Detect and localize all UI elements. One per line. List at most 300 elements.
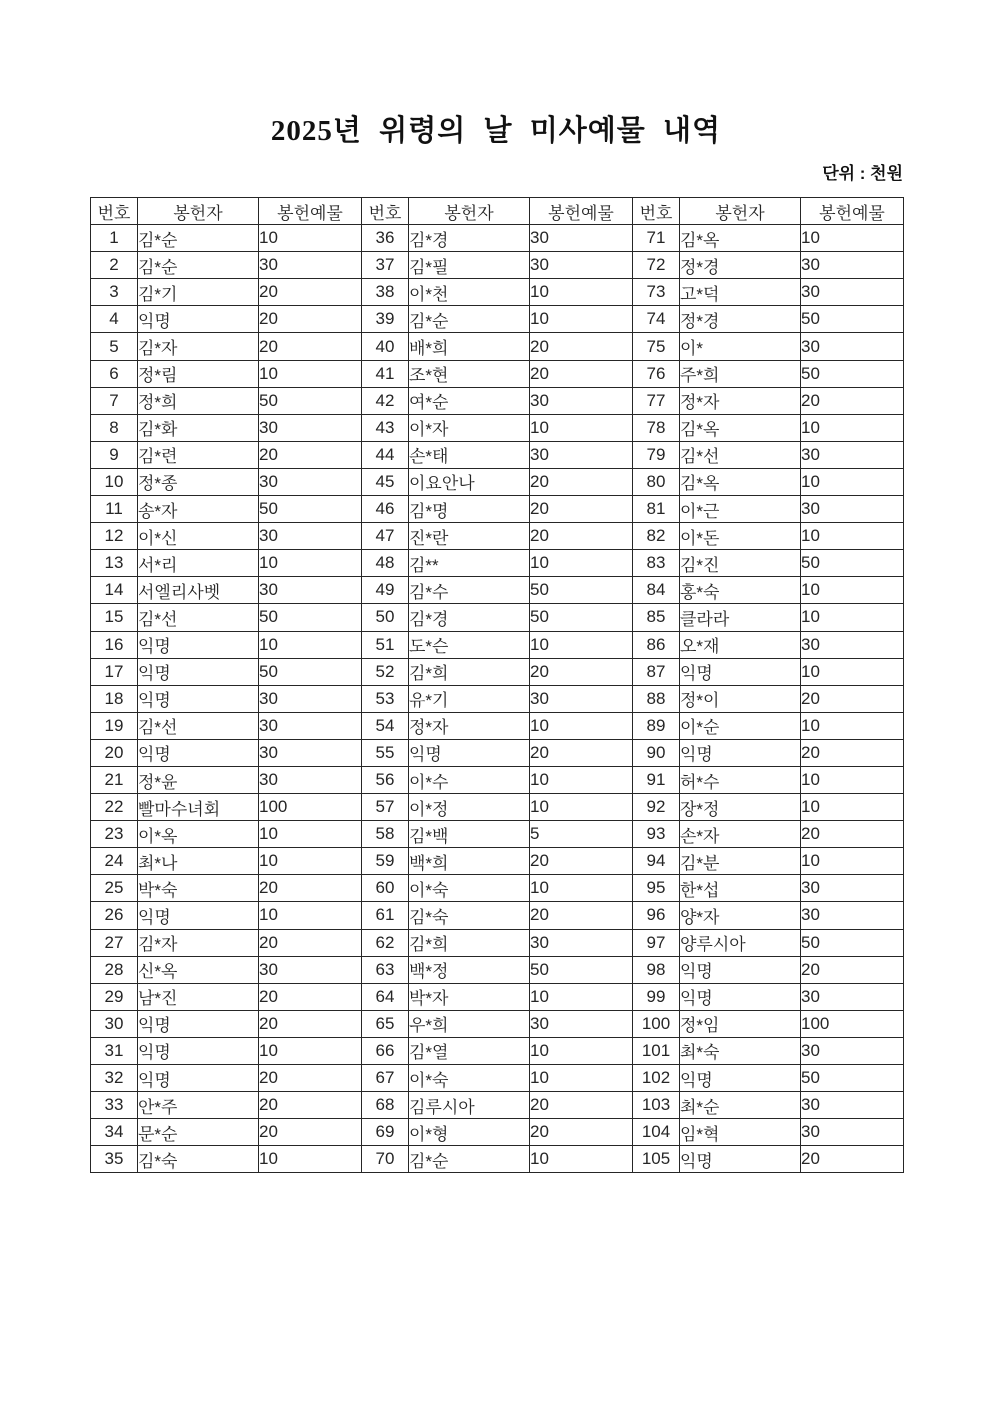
donor-name-cell: 김*련 [138, 441, 259, 468]
row-number-cell: 91 [633, 766, 680, 793]
table-row [91, 766, 904, 793]
offering-amount-cell: 20 [259, 1092, 362, 1119]
offering-amount-cell: 20 [801, 387, 904, 414]
offering-amount-cell: 30 [259, 468, 362, 495]
table-row [91, 712, 904, 739]
offering-amount-cell: 20 [259, 279, 362, 306]
donor-name-cell: 오*재 [680, 631, 801, 658]
table-row [91, 604, 904, 631]
offering-amount-cell: 20 [801, 739, 904, 766]
row-number-cell: 25 [91, 875, 138, 902]
row-number-cell: 20 [91, 739, 138, 766]
offering-amount-cell: 20 [530, 523, 633, 550]
row-number-cell: 55 [362, 739, 409, 766]
donor-name-cell: 우*희 [409, 1010, 530, 1037]
offering-amount-cell: 50 [259, 387, 362, 414]
row-number-cell: 56 [362, 766, 409, 793]
donor-name-cell: 익명 [138, 1037, 259, 1064]
offering-amount-cell: 20 [259, 333, 362, 360]
donor-name-cell: 이요안나 [409, 468, 530, 495]
donor-name-cell: 정*윤 [138, 766, 259, 793]
donor-name-cell: 익명 [409, 739, 530, 766]
offering-amount-cell: 30 [530, 441, 633, 468]
row-number-cell: 52 [362, 658, 409, 685]
row-number-cell: 13 [91, 550, 138, 577]
offering-amount-cell: 30 [801, 441, 904, 468]
column-header-donor: 봉헌자 [680, 198, 801, 225]
offering-amount-cell: 10 [259, 902, 362, 929]
donor-name-cell: 안*주 [138, 1092, 259, 1119]
donor-name-cell: 김*명 [409, 496, 530, 523]
table-row [91, 306, 904, 333]
donor-name-cell: 김*수 [409, 577, 530, 604]
column-header-donor: 봉헌자 [409, 198, 530, 225]
table-row [91, 794, 904, 821]
donor-name-cell: 익명 [138, 631, 259, 658]
table-row [91, 739, 904, 766]
row-number-cell: 86 [633, 631, 680, 658]
row-number-cell: 99 [633, 983, 680, 1010]
offering-amount-cell: 100 [801, 1010, 904, 1037]
unit-label: 단위 : 천원 [822, 164, 903, 183]
offering-amount-cell: 10 [259, 631, 362, 658]
offering-amount-cell: 10 [259, 1037, 362, 1064]
donor-name-cell: 익명 [680, 956, 801, 983]
row-number-cell: 41 [362, 360, 409, 387]
table-row [91, 252, 904, 279]
column-header-offering: 봉헌예물 [259, 198, 362, 225]
table-row [91, 496, 904, 523]
donor-name-cell: 정*경 [680, 306, 801, 333]
table-row [91, 1010, 904, 1037]
table-row [91, 1119, 904, 1146]
offering-amount-cell: 30 [801, 496, 904, 523]
row-number-cell: 49 [362, 577, 409, 604]
offering-amount-cell: 10 [530, 875, 633, 902]
offering-amount-cell: 10 [530, 712, 633, 739]
offering-amount-cell: 10 [801, 414, 904, 441]
row-number-cell: 84 [633, 577, 680, 604]
donor-name-cell: 손*태 [409, 441, 530, 468]
row-number-cell: 39 [362, 306, 409, 333]
donor-name-cell: 김*순 [409, 306, 530, 333]
offering-table [90, 197, 904, 1173]
column-header-donor: 봉헌자 [138, 198, 259, 225]
offering-amount-cell: 20 [530, 848, 633, 875]
row-number-cell: 26 [91, 902, 138, 929]
row-number-cell: 97 [633, 929, 680, 956]
donor-name-cell: 남*진 [138, 983, 259, 1010]
donor-name-cell: 김*백 [409, 821, 530, 848]
row-number-cell: 27 [91, 929, 138, 956]
offering-amount-cell: 20 [259, 306, 362, 333]
row-number-cell: 73 [633, 279, 680, 306]
row-number-cell: 48 [362, 550, 409, 577]
donor-name-cell: 김*옥 [680, 414, 801, 441]
offering-amount-cell: 100 [259, 794, 362, 821]
offering-amount-cell: 10 [801, 712, 904, 739]
offering-amount-cell: 10 [801, 604, 904, 631]
donor-name-cell: 김*옥 [680, 225, 801, 252]
table-row [91, 550, 904, 577]
row-number-cell: 102 [633, 1065, 680, 1092]
donor-name-cell: 이*옥 [138, 821, 259, 848]
donor-name-cell: 김*경 [409, 225, 530, 252]
offering-amount-cell: 20 [530, 658, 633, 685]
row-number-cell: 40 [362, 333, 409, 360]
row-number-cell: 38 [362, 279, 409, 306]
donor-name-cell: 익명 [138, 306, 259, 333]
row-number-cell: 42 [362, 387, 409, 414]
offering-amount-cell: 50 [801, 360, 904, 387]
row-number-cell: 1 [91, 225, 138, 252]
table-row [91, 848, 904, 875]
row-number-cell: 8 [91, 414, 138, 441]
offering-amount-cell: 20 [801, 1146, 904, 1173]
row-number-cell: 3 [91, 279, 138, 306]
donor-name-cell: 이*형 [409, 1119, 530, 1146]
donor-name-cell: 김*순 [138, 252, 259, 279]
donor-name-cell: 진*란 [409, 523, 530, 550]
donor-name-cell: 김*순 [138, 225, 259, 252]
row-number-cell: 28 [91, 956, 138, 983]
offering-amount-cell: 10 [530, 1037, 633, 1064]
offering-amount-cell: 20 [530, 360, 633, 387]
donor-name-cell: 김*기 [138, 279, 259, 306]
row-number-cell: 19 [91, 712, 138, 739]
offering-amount-cell: 30 [801, 279, 904, 306]
donor-name-cell: 이*순 [680, 712, 801, 739]
donor-name-cell: 이*신 [138, 523, 259, 550]
donor-name-cell: 빨마수녀회 [138, 794, 259, 821]
donor-name-cell: 정*자 [680, 387, 801, 414]
donor-name-cell: 김*선 [138, 712, 259, 739]
donor-name-cell: 클라라 [680, 604, 801, 631]
row-number-cell: 62 [362, 929, 409, 956]
row-number-cell: 53 [362, 685, 409, 712]
offering-amount-cell: 20 [530, 496, 633, 523]
offering-amount-cell: 30 [259, 685, 362, 712]
column-header-number: 번호 [91, 198, 138, 225]
donor-name-cell: 김*희 [409, 658, 530, 685]
offering-amount-cell: 30 [259, 739, 362, 766]
row-number-cell: 68 [362, 1092, 409, 1119]
offering-amount-cell: 10 [801, 523, 904, 550]
table-row [91, 685, 904, 712]
row-number-cell: 70 [362, 1146, 409, 1173]
row-number-cell: 30 [91, 1010, 138, 1037]
row-number-cell: 63 [362, 956, 409, 983]
row-number-cell: 18 [91, 685, 138, 712]
donor-name-cell: 익명 [138, 1010, 259, 1037]
donor-name-cell: 김*희 [409, 929, 530, 956]
donor-name-cell: 김*경 [409, 604, 530, 631]
offering-amount-cell: 50 [801, 929, 904, 956]
table-row [91, 577, 904, 604]
row-number-cell: 46 [362, 496, 409, 523]
row-number-cell: 60 [362, 875, 409, 902]
row-number-cell: 92 [633, 794, 680, 821]
table-row [91, 929, 904, 956]
table-row [91, 279, 904, 306]
offering-amount-cell: 20 [259, 983, 362, 1010]
offering-amount-cell: 10 [801, 794, 904, 821]
donor-name-cell: 김*필 [409, 252, 530, 279]
row-number-cell: 44 [362, 441, 409, 468]
donor-name-cell: 익명 [680, 739, 801, 766]
row-number-cell: 43 [362, 414, 409, 441]
row-number-cell: 66 [362, 1037, 409, 1064]
row-number-cell: 37 [362, 252, 409, 279]
row-number-cell: 6 [91, 360, 138, 387]
row-number-cell: 105 [633, 1146, 680, 1173]
offering-amount-cell: 30 [801, 333, 904, 360]
row-number-cell: 4 [91, 306, 138, 333]
donor-name-cell: 정*임 [680, 1010, 801, 1037]
offering-amount-cell: 10 [530, 983, 633, 1010]
offering-amount-cell: 50 [801, 306, 904, 333]
offering-amount-cell: 20 [530, 333, 633, 360]
table-row [91, 983, 904, 1010]
offering-amount-cell: 50 [259, 658, 362, 685]
offering-amount-cell: 30 [801, 1119, 904, 1146]
donor-name-cell: 이*근 [680, 496, 801, 523]
table-row [91, 441, 904, 468]
row-number-cell: 21 [91, 766, 138, 793]
donor-name-cell: 백*희 [409, 848, 530, 875]
donor-name-cell: 허*수 [680, 766, 801, 793]
donor-name-cell: 배*희 [409, 333, 530, 360]
offering-amount-cell: 30 [530, 225, 633, 252]
table-body [91, 225, 904, 1173]
row-number-cell: 98 [633, 956, 680, 983]
table-row [91, 225, 904, 252]
table-row [91, 658, 904, 685]
donor-name-cell: 김*열 [409, 1037, 530, 1064]
row-number-cell: 83 [633, 550, 680, 577]
offering-amount-cell: 10 [801, 848, 904, 875]
donor-name-cell: 서엘리사벳 [138, 577, 259, 604]
offering-amount-cell: 30 [530, 387, 633, 414]
offering-amount-cell: 10 [530, 794, 633, 821]
offering-amount-cell: 10 [530, 279, 633, 306]
table-row [91, 387, 904, 414]
donor-name-cell: 김*화 [138, 414, 259, 441]
row-number-cell: 9 [91, 441, 138, 468]
table-row [91, 523, 904, 550]
row-number-cell: 65 [362, 1010, 409, 1037]
row-number-cell: 24 [91, 848, 138, 875]
row-number-cell: 7 [91, 387, 138, 414]
row-number-cell: 45 [362, 468, 409, 495]
donor-name-cell: 손*자 [680, 821, 801, 848]
donor-name-cell: 문*순 [138, 1119, 259, 1146]
donor-name-cell: 박*숙 [138, 875, 259, 902]
column-header-number: 번호 [362, 198, 409, 225]
donor-name-cell: 익명 [138, 739, 259, 766]
row-number-cell: 103 [633, 1092, 680, 1119]
row-number-cell: 23 [91, 821, 138, 848]
row-number-cell: 59 [362, 848, 409, 875]
row-number-cell: 104 [633, 1119, 680, 1146]
donor-name-cell: 임*혁 [680, 1119, 801, 1146]
row-number-cell: 29 [91, 983, 138, 1010]
offering-amount-cell: 30 [259, 577, 362, 604]
row-number-cell: 57 [362, 794, 409, 821]
row-number-cell: 80 [633, 468, 680, 495]
donor-name-cell: 이*돈 [680, 523, 801, 550]
donor-name-cell: 백*정 [409, 956, 530, 983]
row-number-cell: 95 [633, 875, 680, 902]
row-number-cell: 33 [91, 1092, 138, 1119]
row-number-cell: 77 [633, 387, 680, 414]
table-row [91, 631, 904, 658]
offering-amount-cell: 10 [530, 306, 633, 333]
offering-amount-cell: 10 [801, 225, 904, 252]
donor-name-cell: 홍*숙 [680, 577, 801, 604]
offering-amount-cell: 20 [259, 875, 362, 902]
offering-amount-cell: 30 [259, 712, 362, 739]
table-row [91, 1065, 904, 1092]
row-number-cell: 10 [91, 468, 138, 495]
offering-amount-cell: 20 [530, 902, 633, 929]
offering-amount-cell: 20 [259, 929, 362, 956]
donor-name-cell: 익명 [138, 1065, 259, 1092]
row-number-cell: 94 [633, 848, 680, 875]
row-number-cell: 101 [633, 1037, 680, 1064]
donor-name-cell: 정*림 [138, 360, 259, 387]
row-number-cell: 87 [633, 658, 680, 685]
offering-amount-cell: 10 [259, 821, 362, 848]
donor-name-cell: 박*자 [409, 983, 530, 1010]
donor-name-cell: 도*슨 [409, 631, 530, 658]
row-number-cell: 61 [362, 902, 409, 929]
row-number-cell: 31 [91, 1037, 138, 1064]
donor-name-cell: 김*자 [138, 929, 259, 956]
donor-name-cell: 정*경 [680, 252, 801, 279]
offering-amount-cell: 20 [530, 1119, 633, 1146]
donor-name-cell: 정*이 [680, 685, 801, 712]
row-number-cell: 15 [91, 604, 138, 631]
offering-amount-cell: 30 [530, 929, 633, 956]
offering-amount-cell: 30 [530, 1010, 633, 1037]
donor-name-cell: 익명 [138, 685, 259, 712]
donor-name-cell: 정*자 [409, 712, 530, 739]
donor-name-cell: 김루시아 [409, 1092, 530, 1119]
page-title: 2025년 위령의 날 미사예물 내역 [270, 115, 722, 147]
table-row [91, 360, 904, 387]
offering-amount-cell: 10 [259, 550, 362, 577]
donor-name-cell: 최*나 [138, 848, 259, 875]
donor-name-cell: 김*순 [409, 1146, 530, 1173]
donor-name-cell: 김*분 [680, 848, 801, 875]
offering-amount-cell: 50 [530, 604, 633, 631]
offering-amount-cell: 10 [259, 848, 362, 875]
row-number-cell: 58 [362, 821, 409, 848]
row-number-cell: 71 [633, 225, 680, 252]
donor-name-cell: 익명 [680, 1146, 801, 1173]
row-number-cell: 14 [91, 577, 138, 604]
donor-name-cell: 정*희 [138, 387, 259, 414]
offering-amount-cell: 30 [801, 1037, 904, 1064]
row-number-cell: 12 [91, 523, 138, 550]
donor-name-cell: 주*희 [680, 360, 801, 387]
donor-name-cell: 익명 [680, 983, 801, 1010]
offering-amount-cell: 10 [259, 360, 362, 387]
row-number-cell: 34 [91, 1119, 138, 1146]
donor-name-cell: 이*숙 [409, 875, 530, 902]
offering-amount-cell: 20 [259, 441, 362, 468]
table-row [91, 1037, 904, 1064]
offering-amount-cell: 30 [259, 956, 362, 983]
row-number-cell: 88 [633, 685, 680, 712]
row-number-cell: 17 [91, 658, 138, 685]
row-number-cell: 67 [362, 1065, 409, 1092]
row-number-cell: 72 [633, 252, 680, 279]
donor-name-cell: 김** [409, 550, 530, 577]
donor-name-cell: 익명 [680, 658, 801, 685]
donor-name-cell: 김*진 [680, 550, 801, 577]
row-number-cell: 81 [633, 496, 680, 523]
offering-amount-cell: 30 [801, 875, 904, 902]
column-header-offering: 봉헌예물 [801, 198, 904, 225]
offering-amount-cell: 10 [801, 766, 904, 793]
table-row [91, 875, 904, 902]
row-number-cell: 85 [633, 604, 680, 631]
offering-amount-cell: 30 [801, 983, 904, 1010]
offering-amount-cell: 20 [530, 739, 633, 766]
table-row [91, 414, 904, 441]
row-number-cell: 22 [91, 794, 138, 821]
offering-amount-cell: 50 [801, 1065, 904, 1092]
row-number-cell: 100 [633, 1010, 680, 1037]
offering-amount-cell: 20 [530, 468, 633, 495]
row-number-cell: 32 [91, 1065, 138, 1092]
offering-amount-cell: 10 [801, 468, 904, 495]
table-header-row [91, 198, 904, 225]
offering-amount-cell: 30 [259, 523, 362, 550]
donor-name-cell: 이*정 [409, 794, 530, 821]
row-number-cell: 5 [91, 333, 138, 360]
table-row [91, 1146, 904, 1173]
donor-name-cell: 김*선 [680, 441, 801, 468]
offering-amount-cell: 30 [801, 631, 904, 658]
offering-amount-cell: 30 [259, 766, 362, 793]
donor-name-cell: 조*현 [409, 360, 530, 387]
row-number-cell: 51 [362, 631, 409, 658]
donor-name-cell: 이* [680, 333, 801, 360]
offering-amount-cell: 5 [530, 821, 633, 848]
table-row [91, 468, 904, 495]
donor-name-cell: 이*자 [409, 414, 530, 441]
offering-amount-cell: 10 [530, 631, 633, 658]
offering-amount-cell: 10 [530, 550, 633, 577]
offering-amount-cell: 10 [801, 577, 904, 604]
donor-name-cell: 서*리 [138, 550, 259, 577]
donor-name-cell: 익명 [680, 1065, 801, 1092]
offering-amount-cell: 50 [530, 956, 633, 983]
donor-name-cell: 신*옥 [138, 956, 259, 983]
offering-amount-cell: 20 [530, 1092, 633, 1119]
donor-name-cell: 김*자 [138, 333, 259, 360]
table-row [91, 1092, 904, 1119]
row-number-cell: 75 [633, 333, 680, 360]
offering-amount-cell: 30 [801, 902, 904, 929]
donor-name-cell: 한*섭 [680, 875, 801, 902]
row-number-cell: 50 [362, 604, 409, 631]
offering-amount-cell: 20 [259, 1119, 362, 1146]
offering-amount-cell: 20 [259, 1065, 362, 1092]
